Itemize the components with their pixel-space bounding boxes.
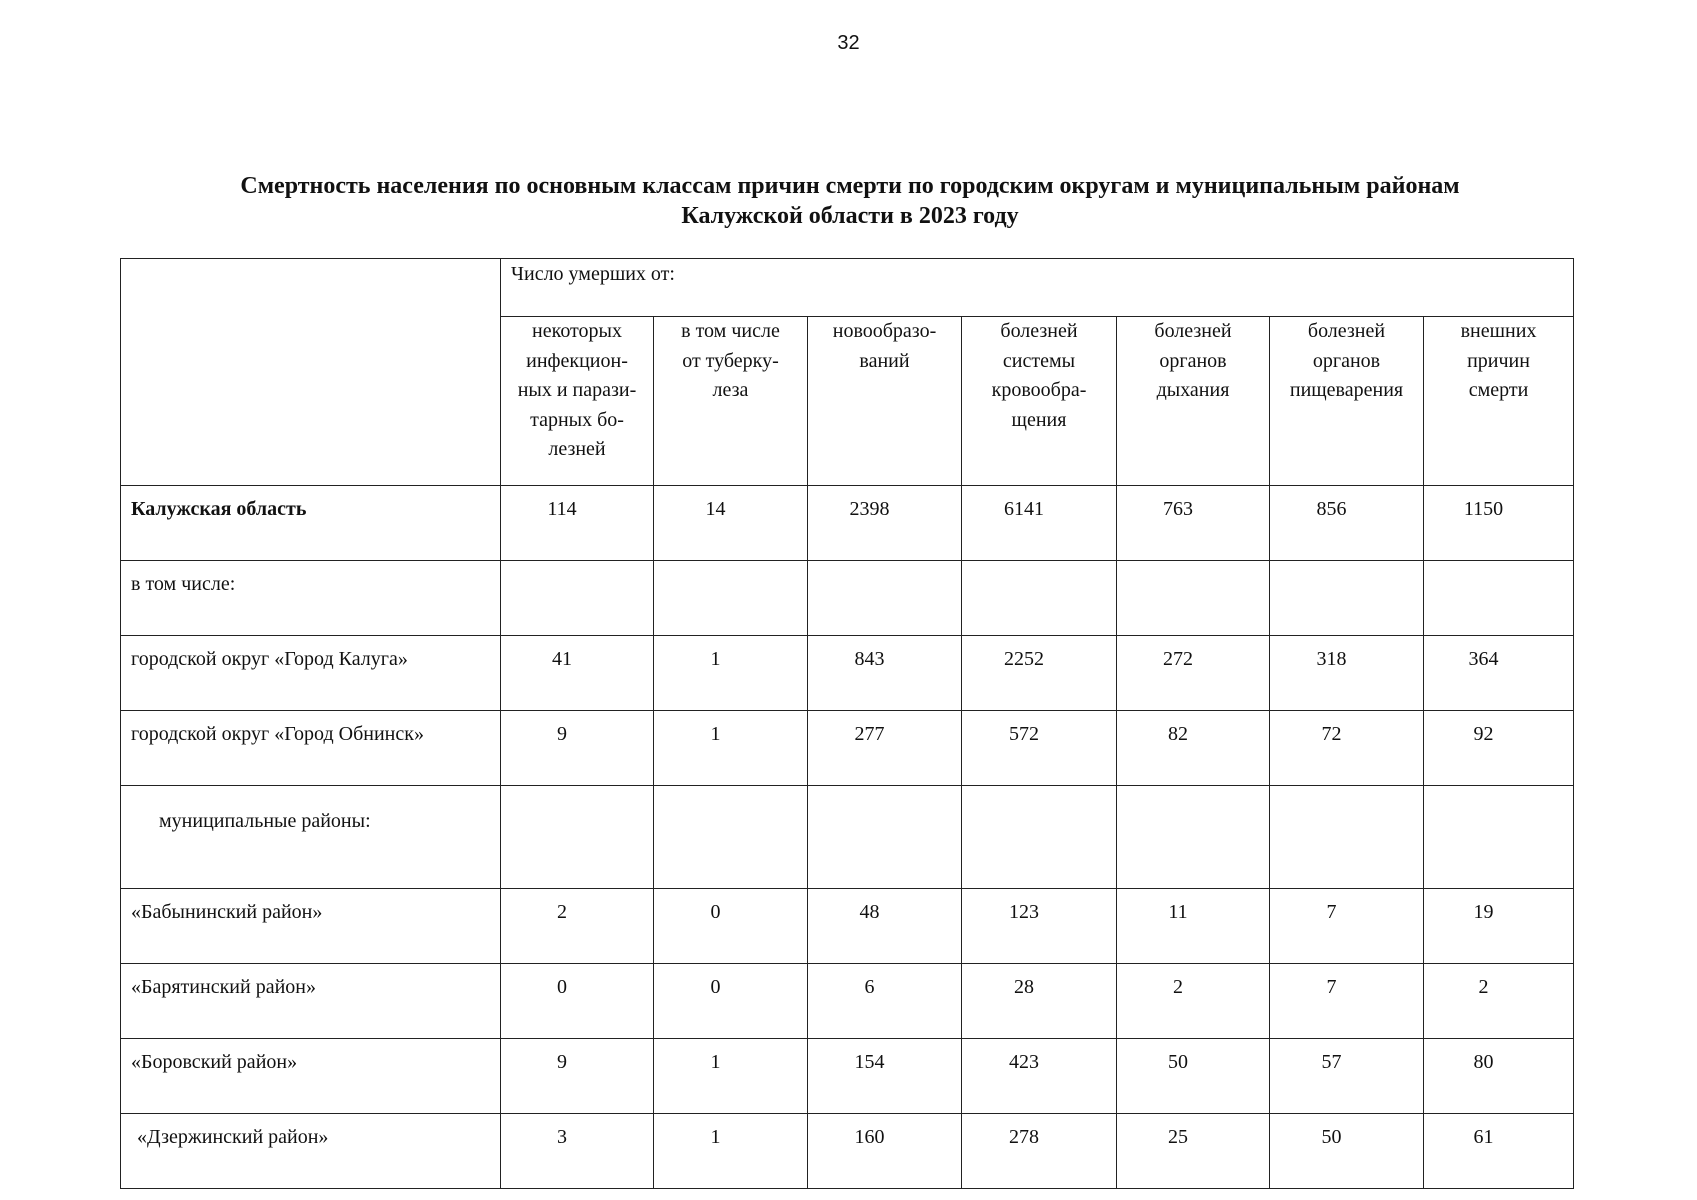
- cell-value: 9: [501, 1039, 654, 1114]
- cell-value: [1117, 786, 1270, 889]
- cell-value: 3: [501, 1114, 654, 1189]
- cell-value: 318: [1270, 636, 1424, 711]
- cell-value: 50: [1270, 1114, 1424, 1189]
- cell-value: 41: [501, 636, 654, 711]
- cell-value: 28: [962, 964, 1117, 1039]
- cell-value: 114: [501, 486, 654, 561]
- col-header-line: тарных бо-: [530, 408, 624, 431]
- cell-value: 7: [1270, 964, 1424, 1039]
- header-corner-cell: [121, 259, 501, 486]
- cell-value: 1: [654, 636, 808, 711]
- row-name: в том числе:: [121, 561, 501, 636]
- col-header-line: инфекцион-: [526, 349, 628, 372]
- cell-value: 1150: [1424, 486, 1574, 561]
- col-header-line: лезней: [548, 438, 606, 460]
- row-name: «Боровский район»: [121, 1039, 501, 1114]
- col-header-line: щения: [1011, 408, 1067, 431]
- title-line-1: Смертность населения по основным классам причин смерти по городским округам и муниципальным районам: [240, 173, 1460, 199]
- row-name: городской округ «Город Калуга»: [121, 636, 501, 711]
- col-header-line: органов: [1159, 349, 1227, 372]
- cell-value: 19: [1424, 889, 1574, 964]
- cell-value: 11: [1117, 889, 1270, 964]
- col-header-tuberculosis: [654, 317, 808, 486]
- cell-value: 2: [1117, 964, 1270, 1039]
- col-header-infectious: [501, 317, 654, 486]
- cell-value: 123: [962, 889, 1117, 964]
- cell-value: [1424, 561, 1574, 636]
- cell-value: 50: [1117, 1039, 1270, 1114]
- mortality-table: [120, 258, 1574, 1189]
- col-header-line: кровообра-: [991, 379, 1087, 401]
- col-header-line: болезней: [1154, 320, 1232, 342]
- cell-value: 48: [808, 889, 962, 964]
- cell-value: 843: [808, 636, 962, 711]
- cell-value: 1: [654, 1039, 808, 1114]
- cell-value: 7: [1270, 889, 1424, 964]
- col-header-line: от туберку-: [682, 349, 779, 372]
- cell-value: 92: [1424, 711, 1574, 786]
- table-row: [121, 1039, 1574, 1114]
- col-header-line: дыхания: [1156, 379, 1230, 401]
- cell-value: 61: [1424, 1114, 1574, 1189]
- cell-value: [1270, 786, 1424, 889]
- cell-value: 2252: [962, 636, 1117, 711]
- table-row: [121, 1114, 1574, 1189]
- col-header-line: пищеварения: [1289, 379, 1404, 401]
- row-name: Калужская область: [121, 486, 501, 561]
- cell-value: 160: [808, 1114, 962, 1189]
- cell-value: [962, 561, 1117, 636]
- group-header-label: Число умерших от:: [501, 259, 1574, 317]
- title-line-2: Калужской области в 2023 году: [681, 203, 1019, 229]
- cell-value: 272: [1117, 636, 1270, 711]
- col-header-line: леза: [712, 379, 749, 401]
- cell-value: 1: [654, 1114, 808, 1189]
- col-header-respiratory: [1117, 317, 1270, 486]
- cell-value: [1270, 561, 1424, 636]
- cell-value: 856: [1270, 486, 1424, 561]
- cell-value: [808, 561, 962, 636]
- col-header-line: внешних: [1460, 320, 1537, 342]
- cell-value: 72: [1270, 711, 1424, 786]
- table-row: [121, 964, 1574, 1039]
- col-header-line: новообразо-: [832, 320, 937, 342]
- cell-value: 423: [962, 1039, 1117, 1114]
- cell-value: 0: [501, 964, 654, 1039]
- table-row: [121, 711, 1574, 786]
- col-header-line: в том числе: [681, 320, 780, 342]
- cell-value: 278: [962, 1114, 1117, 1189]
- table-row: [121, 889, 1574, 964]
- col-header-external: [1424, 317, 1574, 486]
- cell-value: 364: [1424, 636, 1574, 711]
- col-header-line: некоторых: [532, 320, 622, 342]
- cell-value: 0: [654, 964, 808, 1039]
- cell-value: [501, 561, 654, 636]
- cell-value: [501, 786, 654, 889]
- col-header-line: органов: [1312, 349, 1381, 372]
- cell-value: 6: [808, 964, 962, 1039]
- col-header-line: причин: [1467, 349, 1530, 372]
- col-header-circulatory: [962, 317, 1117, 486]
- row-name: городской округ «Город Обнинск»: [121, 711, 501, 786]
- cell-value: 14: [654, 486, 808, 561]
- row-name: «Барятинский район»: [121, 964, 501, 1039]
- row-name: муниципальные районы:: [121, 786, 501, 889]
- col-header-line: болезней: [1000, 320, 1078, 342]
- cell-value: [962, 786, 1117, 889]
- cell-value: [654, 561, 808, 636]
- table-row: [121, 636, 1574, 711]
- cell-value: 277: [808, 711, 962, 786]
- col-header-line: смерти: [1468, 379, 1529, 401]
- table-row: [121, 786, 1574, 889]
- cell-value: [654, 786, 808, 889]
- row-name: «Дзержинский район»: [121, 1114, 501, 1189]
- cell-value: 57: [1270, 1039, 1424, 1114]
- col-header-neoplasms: [808, 317, 962, 486]
- cell-value: 154: [808, 1039, 962, 1114]
- document-title: [150, 171, 1550, 231]
- col-header-line: ваний: [859, 349, 910, 372]
- col-header-line: системы: [1002, 349, 1076, 372]
- cell-value: 1: [654, 711, 808, 786]
- cell-value: 763: [1117, 486, 1270, 561]
- cell-value: 25: [1117, 1114, 1270, 1189]
- cell-value: 82: [1117, 711, 1270, 786]
- col-header-digestive: [1270, 317, 1424, 486]
- table-row: [121, 486, 1574, 561]
- header-group-row: [121, 259, 1574, 317]
- cell-value: 9: [501, 711, 654, 786]
- cell-value: 80: [1424, 1039, 1574, 1114]
- cell-value: [808, 786, 962, 889]
- cell-value: 2398: [808, 486, 962, 561]
- col-header-line: ных и парази-: [517, 379, 637, 401]
- cell-value: [1117, 561, 1270, 636]
- col-header-line: болезней: [1307, 320, 1386, 342]
- cell-value: 2: [1424, 964, 1574, 1039]
- cell-value: 572: [962, 711, 1117, 786]
- cell-value: [1424, 786, 1574, 889]
- table-row: [121, 561, 1574, 636]
- cell-value: 2: [501, 889, 654, 964]
- cell-value: 6141: [962, 486, 1117, 561]
- cell-value: 0: [654, 889, 808, 964]
- page-number: 32: [837, 32, 860, 54]
- row-name: «Бабынинский район»: [121, 889, 501, 964]
